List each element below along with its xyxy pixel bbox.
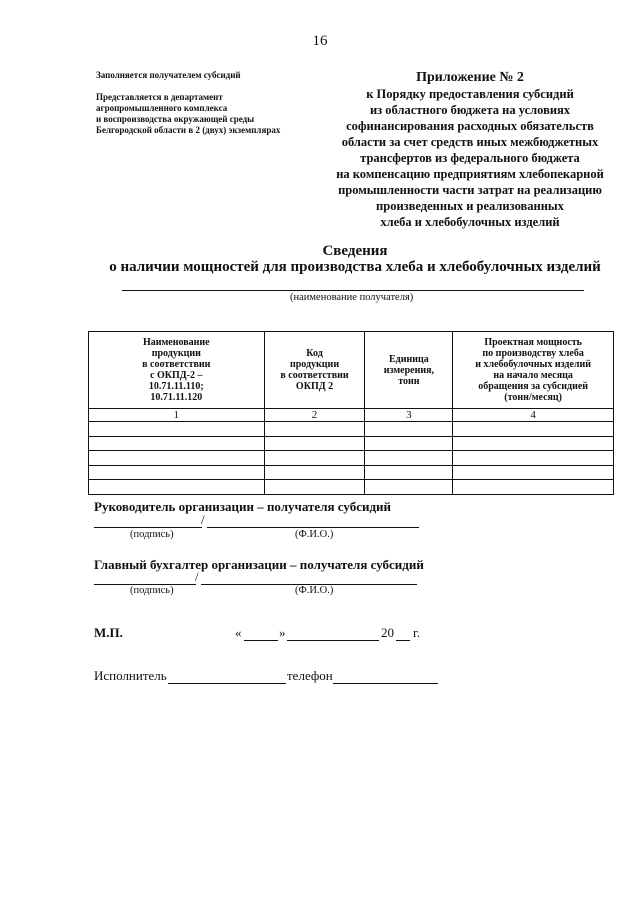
doc-title-line2: о наличии мощностей для производства хлеба и хлебобулочных изделий: [109, 259, 601, 275]
doc-title-line1: Сведения: [322, 243, 388, 259]
month-line: [287, 640, 379, 641]
submission-note-line: агропромышленного комплекса: [96, 103, 228, 113]
head-signature-line: [94, 527, 202, 528]
recipient-caption: (наименование получателя): [290, 292, 414, 303]
year-suffix: г.: [413, 625, 421, 640]
year-line: [396, 640, 410, 641]
appendix-line: хлеба и хлебобулочных изделий: [380, 215, 560, 229]
appendix-line: промышленности части затрат на реализацию: [338, 183, 602, 197]
recipient-name-line: [122, 290, 584, 291]
submission-note-line: Представляется в департамент: [96, 92, 223, 102]
appendix-header: [300, 70, 640, 230]
column-number: 1: [89, 409, 265, 422]
appendix-line: на компенсацию предприятиям хлебопекарной: [336, 167, 604, 181]
slash: /: [195, 569, 199, 584]
appendix-line: произведенных и реализованных: [376, 199, 564, 213]
capacity-table: [88, 331, 614, 495]
signature-caption: (подпись): [130, 529, 174, 540]
table-row: [89, 480, 614, 495]
header-design-capacity: Проектная мощность по производству хлеба и хлебобулочных изделий на начало месяца обращения за субсидией (тонн/месяц): [453, 332, 614, 409]
filled-by-note: Заполняется получателем субсидий: [96, 70, 241, 80]
table-row: [89, 465, 614, 480]
appendix-line: из областного бюджета на условиях: [369, 103, 571, 117]
page-number: 16: [312, 33, 328, 49]
phone-label: телефон: [287, 668, 333, 683]
column-number: 4: [453, 409, 614, 422]
stamp-place: М.П.: [94, 625, 123, 640]
table-row: [89, 422, 614, 437]
appendix-line: трансфертов из федерального бюджета: [360, 151, 580, 165]
name-caption: (Ф.И.О.): [295, 585, 334, 596]
appendix-line: к Порядку предоставления субсидий: [366, 87, 574, 101]
table-header-row: [89, 332, 614, 409]
head-sign-title: Руководитель организации – получателя субсидий: [94, 499, 392, 514]
appendix-title: Приложение № 2: [416, 70, 524, 85]
executor-label: Исполнитель: [94, 668, 167, 683]
signature-caption: (подпись): [130, 585, 174, 596]
year-prefix: 20: [381, 625, 394, 640]
header-product-name: Наименование продукции в соответствии с ОКПД-2 – 10.71.11.110; 10.71.11.120: [89, 332, 265, 409]
accountant-sign-title: Главный бухгалтер организации – получателя субсидий: [94, 557, 424, 572]
table-row: [89, 436, 614, 451]
day-line: [244, 640, 278, 641]
slash: /: [201, 512, 205, 527]
appendix-line: софинансирования расходных обязательств: [346, 119, 594, 133]
submission-note-line: и воспроизводства окружающей среды: [96, 114, 255, 124]
table-column-numbers: [89, 409, 614, 422]
head-name-line: [207, 527, 419, 528]
header-product-code: Код продукции в соответствии ОКПД 2: [264, 332, 365, 409]
name-caption: (Ф.И.О.): [295, 529, 334, 540]
doc-title: [0, 243, 640, 275]
submission-note-line: Белгородской области в 2 (двух) экземплярах: [96, 125, 281, 135]
column-number: 2: [264, 409, 365, 422]
phone-line: [333, 683, 438, 684]
column-number: 3: [365, 409, 453, 422]
table-row: [89, 451, 614, 466]
appendix-line: области за счет средств иных межбюджетных: [341, 135, 599, 149]
quote-open: «: [235, 625, 242, 640]
executor-line: [168, 683, 286, 684]
header-unit: Единица измерения, тонн: [365, 332, 453, 409]
quote-close: »: [279, 625, 286, 640]
